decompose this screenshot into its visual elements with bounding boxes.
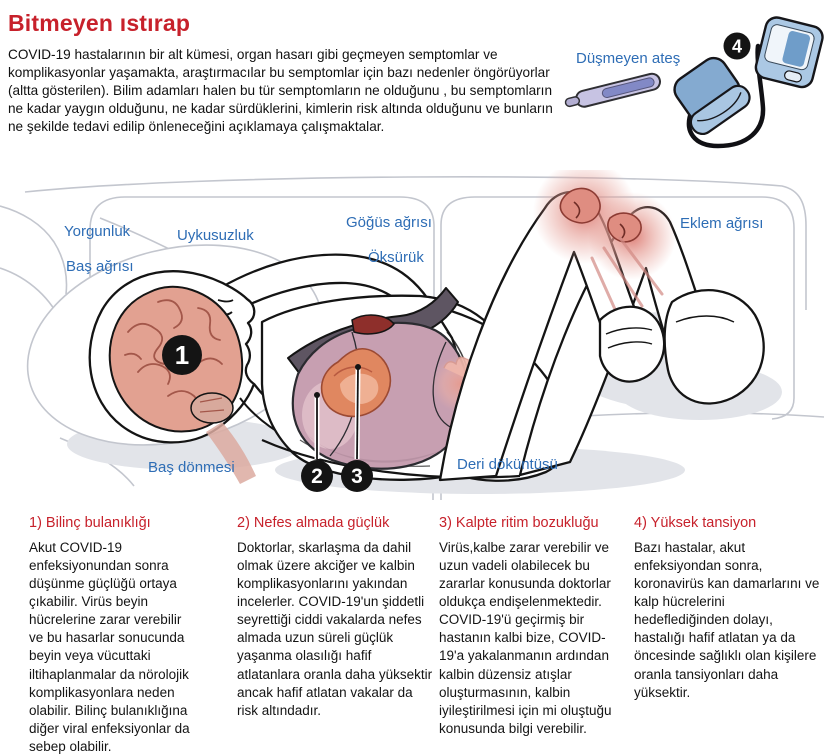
- section-heart-rhythm: [439, 515, 627, 738]
- section-title: 2) Nefes almada güçlük: [237, 515, 390, 531]
- section-hypertension: [634, 515, 822, 702]
- svg-text:1: 1: [174, 340, 190, 370]
- svg-text:4: 4: [731, 36, 743, 57]
- section-title: 4) Yüksek tansiyon: [634, 515, 757, 531]
- foot-sock-small: [600, 307, 664, 382]
- label-joint-pain: Eklem ağrısı: [680, 215, 764, 232]
- label-headache: Baş ağrısı: [66, 258, 134, 275]
- section-brain-fog: [29, 515, 199, 754]
- svg-text:2: 2: [311, 465, 323, 488]
- section-title: 3) Kalpte ritim bozukluğu: [439, 515, 599, 531]
- section-body: Bazı hastalar, akut enfeksiyondan sonra, koronavirüs kan damarlarını ve kalp hücrelerini hedeflediğinden dolayı, hastalığı hafif atlatan ya da öncesinde sağlıklı olan kişilere oranla tansiyonları daha yüksektir.: [634, 540, 820, 700]
- label-fatigue: Yorgunluk: [64, 223, 131, 240]
- label-dizziness: Baş dönmesi: [148, 459, 235, 476]
- intro-text: COVID-19 hastalarının bir alt kümesi, organ hasarı gibi geçmeyen semptomlar ve komplikasyonlar yaşamakta, araştırmacılar bu semptomlar için bazı nedenler öngörüyorlar (altta gösterilen). Bilim adamları halen bu tür semptomların ne olduğunu , bu semptomların ne kadar yaygın olduğunu, ne kadar sürdüklerini, kimlerin risk altında olduğunu ve bunların ne şekilde tedavi edilip önleneceğini açıklamaya çalışmaktalar.: [8, 47, 553, 135]
- foot-sock-large: [665, 290, 764, 403]
- label-chest-pain: Göğüs ağrısı: [346, 214, 432, 231]
- marker-3: [341, 460, 373, 492]
- section-body: Doktorlar, skarlaşma da dahil olmak üzere akciğer ve kalbin komplikasyonlarını yakından incelerler. COVID-19'un şiddetli seyrettiği ciddi vakalarda nefes almada uzun süreli güçlük yaşanma olasılığı hafif atlatanlara oranla daha yüksektir ancak hafif atlatan vakalar da risk altındadır.: [237, 540, 433, 718]
- page-title: Bitmeyen ıstırap: [8, 10, 191, 36]
- marker-4: [724, 33, 751, 60]
- patient-figure-area: [0, 170, 825, 500]
- fever-label: Düşmeyen ateş: [576, 50, 681, 67]
- svg-text:3: 3: [351, 465, 363, 488]
- thermometer-icon: [564, 72, 662, 111]
- marker-2: [301, 460, 333, 492]
- marker-1: [162, 335, 202, 375]
- label-insomnia: Uykusuzluk: [177, 227, 254, 244]
- section-body: Akut COVID-19 enfeksiyonundan sonra düşünme güçlüğü ortaya çıkabilir. Virüs beyin hücrelerine zarar verebilir ve bu hasarlar sonucunda beyin veya vücuttaki iltihaplanmalar da nörolojik komplikasyonlara neden olabilir. Bilinç bulanıklığına diğer viral enfeksiyonlar da sebep olabilir.: [29, 540, 190, 754]
- section-title: 1) Bilinç bulanıklığı: [29, 515, 151, 531]
- fever-devices: [555, 0, 825, 155]
- section-body: Virüs,kalbe zarar verebilir ve uzun vadeli olabilecek bu zararlar konusunda doktorlar oldukça endişelenmektedir. COVID-19'ü geçirmiş bir hastanın kalbi bize, COVID-19'a yakalanmanın ardından kalbin düzensiz atışlar oluşturmasının, kalbin iyileştirilmesi için mi oluştuğu konusunda bilgi verebilir.: [439, 540, 612, 736]
- label-cough: Öksürük: [368, 249, 424, 266]
- bp-cuff-icon: [665, 51, 753, 138]
- bp-monitor-icon: [754, 15, 825, 89]
- label-skin-rash: Deri döküntüsü: [457, 456, 558, 473]
- section-breathing: [237, 515, 435, 720]
